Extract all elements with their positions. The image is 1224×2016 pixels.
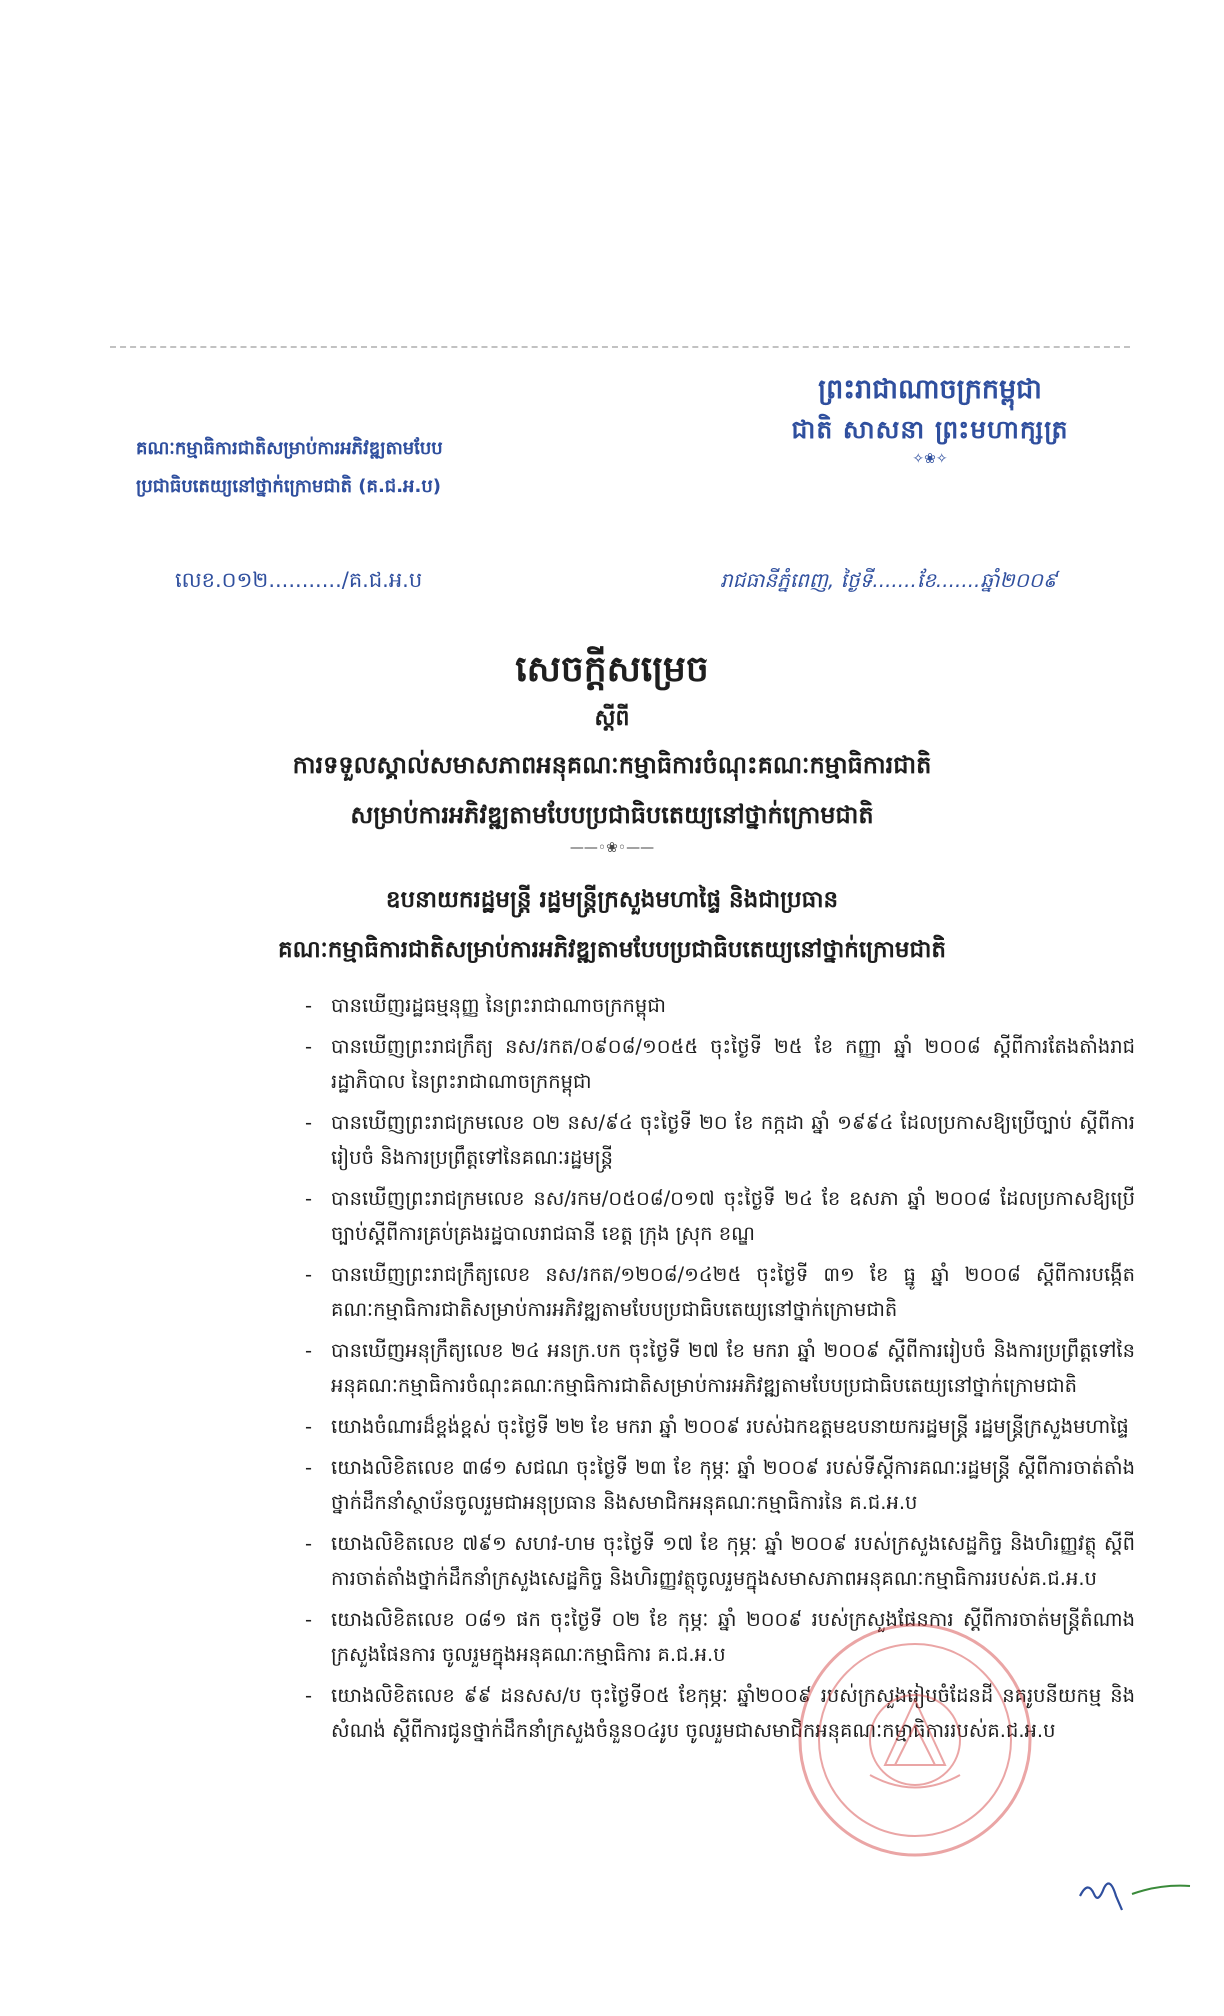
bullet-dash: -	[305, 1456, 313, 1479]
clause-text: យោងលិខិតលេខ ៣៨១ សជណ ចុះថ្ងៃទី ២៣ ខែ កុម្ភៈ ឆ្នាំ ២០០៩ របស់ទីស្តីការគណៈរដ្ឋមន្ត្រី ស្តីពីការចាត់តាំង ថ្នាក់ដឹកនាំស្ថាប័នចូលរួមជាអនុប្រធាន និងសមាជិកអនុគណៈកម្មាធិការនៃ គ.ជ.អ.ប	[331, 1456, 1135, 1514]
bullet-dash: -	[305, 994, 313, 1017]
scan-artifact-line	[110, 346, 1130, 348]
committee-name-line2: ប្រជាធិបតេយ្យនៅថ្នាក់ក្រោមជាតិ (គ.ជ.អ.ប)	[136, 476, 441, 497]
issuing-authority	[0, 875, 1224, 975]
clause-text: បានឃើញព្រះរាជក្រមលេខ នស/រកម/០៥០៨/០១៧ ចុះថ្ងៃទី ២៤ ខែ ឧសភា ឆ្នាំ ២០០៨ ដែលប្រកាសឱ្យប្រើ ច្បាប់ស្តីពីការគ្រប់គ្រងរដ្ឋបាលរាជធានី ខេត្ត ក្រុង ស្រុក ខណ្ឌ	[331, 1187, 1135, 1245]
motto-ornament: ✧❀✧	[912, 451, 948, 467]
list-item	[305, 988, 1135, 1023]
list-item	[305, 1257, 1135, 1327]
committee-header	[136, 430, 526, 506]
clause-text: បានឃើញព្រះរាជក្រឹត្យលេខ នស/រកត/១២០៨/១៤២៥ ចុះថ្ងៃទី ៣១ ខែ ធ្នូ ឆ្នាំ ២០០៨ ស្តីពីការបង្កើត គណៈកម្មាធិការជាតិសម្រាប់ការអភិវឌ្ឍតាមបែបប្រជាធិបតេយ្យនៅថ្នាក់ក្រោមជាតិ	[331, 1263, 1135, 1321]
bullet-dash: -	[305, 1339, 313, 1362]
place-date-line: រាជធានីភ្នំពេញ, ថ្ងៃទី.......ខែ.......ឆ្នាំ២០០៩	[720, 568, 1058, 592]
list-item	[305, 1526, 1135, 1596]
list-item	[305, 1105, 1135, 1175]
bullet-dash: -	[305, 1187, 313, 1210]
list-item	[305, 1333, 1135, 1403]
authority-line1: ឧបនាយករដ្ឋមន្ត្រី រដ្ឋមន្ត្រីក្រសួងមហាផ្ទៃ និងជាប្រធាន	[385, 887, 839, 913]
about-label: ស្តីពី	[594, 706, 630, 731]
bullet-dash: -	[305, 1532, 313, 1555]
national-motto: ជាតិ សាសនា ព្រះមហាក្សត្រ	[791, 415, 1069, 444]
list-item	[305, 1029, 1135, 1099]
decision-subject	[0, 740, 1224, 840]
committee-name-line1: គណៈកម្មាធិការជាតិសម្រាប់ការអភិវឌ្ឍតាមបែប	[136, 438, 443, 459]
clause-text: បានឃើញរដ្ឋធម្មនុញ្ញ នៃព្រះរាជាណាចក្រកម្ពុជា	[331, 994, 666, 1017]
official-seal-stamp	[790, 1615, 1040, 1865]
subject-line2: សម្រាប់ការអភិវឌ្ឍតាមបែបប្រជាធិបតេយ្យនៅថ្នាក់ក្រោមជាតិ	[350, 801, 874, 829]
document-title: សេចក្តីសម្រេច	[515, 649, 709, 690]
bullet-dash: -	[305, 1111, 313, 1134]
authority-line2: គណៈកម្មាធិការជាតិសម្រាប់ការអភិវឌ្ឍតាមបែបប្រជាធិបតេយ្យនៅថ្នាក់ក្រោមជាតិ	[278, 937, 946, 963]
clause-text: យោងលិខិតលេខ ០៨១ ផក ចុះថ្ងៃទី ០២ ខែ កុម្ភៈ ឆ្នាំ ២០០៩ របស់ក្រសួងផែនការ ស្តីពីការចាត់មន្ត្រីតំណាងក្រសួងផែនការ ចូលរួមក្នុងអនុគណៈកម្មាធិការ គ.ជ.អ.ប	[331, 1608, 1135, 1666]
bullet-dash: -	[305, 1684, 313, 1707]
clause-text: បានឃើញព្រះរាជក្រឹត្យ នស/រកត/០៩០៨/១០៥៥ ចុះថ្ងៃទី ២៥ ខែ កញ្ញា ឆ្នាំ ២០០៨ ស្តីពីការតែងតាំងរាជរដ្ឋាភិបាល នៃព្រះរាជាណាចក្រកម្ពុជា	[331, 1035, 1135, 1093]
list-item	[305, 1450, 1135, 1520]
clause-text: បានឃើញអនុក្រឹត្យលេខ ២៤ អនក្រ.បក ចុះថ្ងៃទី ២៧ ខែ មករា ឆ្នាំ ២០០៩ ស្តីពីការរៀបចំ និងការប្រព្រឹត្តទៅនៃអនុគណៈកម្មាធិការចំណុះគណៈកម្មាធិការជាតិសម្រាប់ការអភិវឌ្ឍតាមបែបប្រជាធិបតេយ្យនៅថ្នាក់ក្រោមជាតិ	[331, 1339, 1135, 1397]
clause-text: យោងលិខិតលេខ ៩៩ ដនសស/ប ចុះថ្ងៃទី០៥ ខែកុម្ភៈ ឆ្នាំ២០០៩ របស់ក្រសួងរៀបចំដែនដី នគរូបនីយកម្ម និងសំណង់ ស្តីពីការជូនថ្នាក់ដឹកនាំក្រសួងចំនួន០៤រូប ចូលរួមជាសមាជិកអនុគណៈកម្មាធិការរបស់គ.ជ.អ.ប	[331, 1684, 1135, 1742]
clause-text: យោងលិខិតលេខ ៧៩១ សហវ-ហម ចុះថ្ងៃទី ១៧ ខែ កុម្ភៈ ឆ្នាំ ២០០៩ របស់ក្រសួងសេដ្ឋកិច្ច និងហិរញ្ញវត្ថុ ស្តីពីការចាត់តាំងថ្នាក់ដឹកនាំក្រសួងសេដ្ឋកិច្ច និងហិរញ្ញវត្ថុចូលរួមក្នុងសមាសភាពអនុគណៈកម្មាធិការរបស់គ.ជ.អ.ប	[331, 1532, 1135, 1590]
list-item	[305, 1181, 1135, 1251]
bullet-dash: -	[305, 1035, 313, 1058]
bullet-dash: -	[305, 1415, 313, 1438]
kingdom-title: ព្រះរាជាណាចក្រកម្ពុជា	[818, 374, 1042, 405]
bullet-dash: -	[305, 1263, 313, 1286]
clause-text: បានឃើញព្រះរាជក្រមលេខ ០២ នស/៩៤ ចុះថ្ងៃទី ២០ ខែ កក្កដា ឆ្នាំ ១៩៩៤ ដែលប្រកាសឱ្យប្រើច្បាប់ ស្តីពីការរៀបចំ និងការប្រព្រឹត្តទៅនៃគណៈរដ្ឋមន្ត្រី	[331, 1111, 1135, 1169]
bullet-dash: -	[305, 1608, 313, 1631]
list-item	[305, 1409, 1135, 1444]
handwritten-initials	[1070, 1866, 1224, 1916]
subject-line1: ការទទួលស្គាល់សមាសភាពអនុគណៈកម្មាធិការចំណុះគណៈកម្មាធិការជាតិ	[292, 751, 932, 779]
clause-text: យោងចំណារដ៏ខ្ពង់ខ្ពស់ ចុះថ្ងៃទី ២២ ខែ មករា ឆ្នាំ ២០០៩ របស់ឯកឧត្តមឧបនាយករដ្ឋមន្ត្រី រដ្ឋមន្ត្រីក្រសួងមហាផ្ទៃ	[331, 1415, 1129, 1438]
reference-number: លេខ.០១២.........../គ.ជ.អ.ប	[175, 568, 423, 592]
ornamental-divider: ——◦❀◦——	[569, 840, 655, 856]
kingdom-header	[780, 370, 1080, 468]
